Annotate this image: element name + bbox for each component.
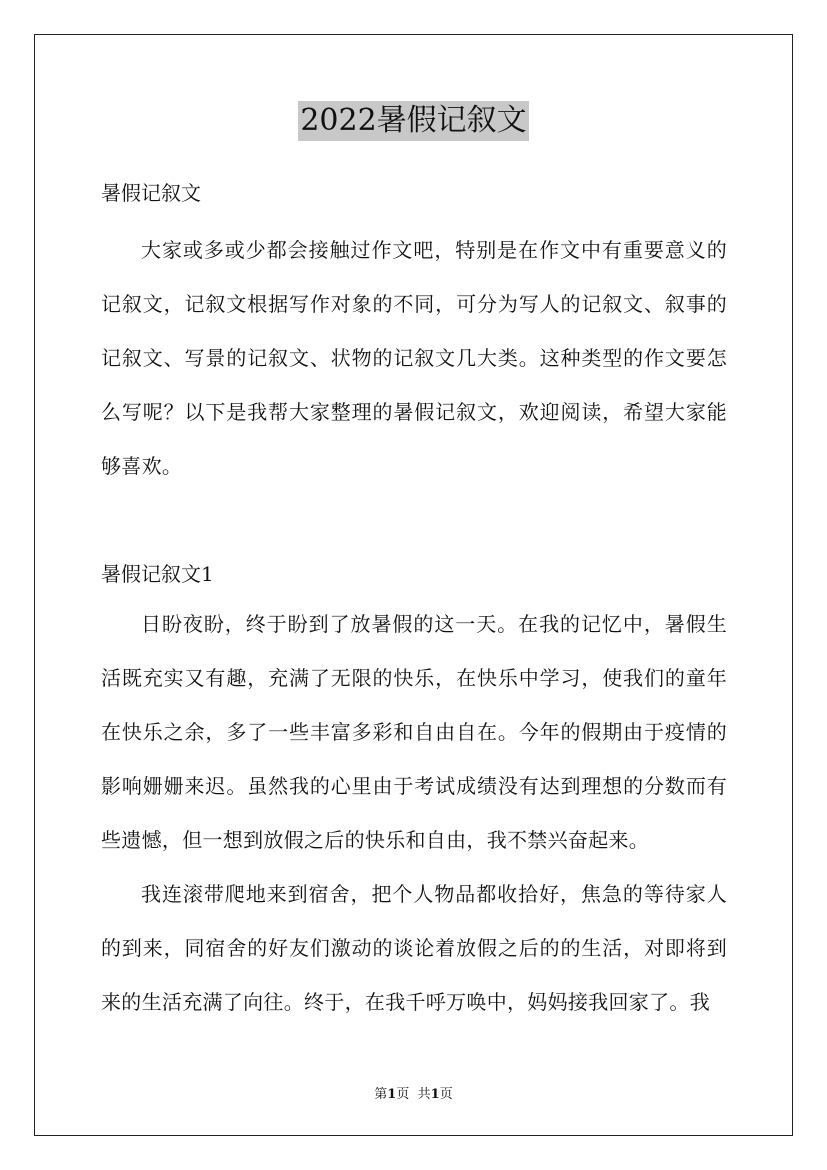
title-container	[0, 101, 827, 141]
body-paragraph: 我连滚带爬地来到宿舍，把个人物品都收拾好，焦急的等待家人的到来，同宿舍的好友们激动的谈论着放假之后的的生活，对即将到来的生活充满了向往。终于，在我千呼万唤中，妈妈接我回家了。我	[101, 882, 727, 1014]
document-title: 2022暑假记叙文	[298, 101, 528, 141]
total-suffix: 页	[439, 1087, 453, 1102]
total-prefix: 共	[417, 1087, 431, 1102]
page-prefix: 第	[374, 1087, 388, 1102]
page-suffix: 页	[396, 1087, 410, 1102]
body-paragraph: 日盼夜盼，终于盼到了放暑假的这一天。在我的记忆中，暑假生活既充实又有趣，充满了无限的快乐，在快乐中学习，使我们的童年在快乐之余，多了一些丰富多彩和自由自在。今年的假期由于疫情的影响姗姗来迟。虽然我的心里由于考试成绩没有达到理想的分数而有些遗憾，但一想到放假之后的快乐和自由，我不禁兴奋起来。	[101, 612, 727, 852]
total-pages: 1	[430, 1087, 440, 1102]
document-body	[101, 178, 727, 1029]
page-number: 1	[387, 1087, 397, 1102]
intro-paragraph: 大家或多或少都会接触过作文吧，特别是在作文中有重要意义的记叙文，记叙文根据写作对象的不同，可分为写人的记叙文、叙事的记叙文、写景的记叙文、状物的记叙文几大类。这种类型的作文要怎么写呢？以下是我帮大家整理的暑假记叙文，欢迎阅读，希望大家能够喜欢。	[101, 238, 727, 478]
intro-heading: 暑假记叙文	[101, 181, 201, 205]
page-footer	[0, 1083, 827, 1102]
section-heading: 暑假记叙文1	[101, 562, 214, 586]
